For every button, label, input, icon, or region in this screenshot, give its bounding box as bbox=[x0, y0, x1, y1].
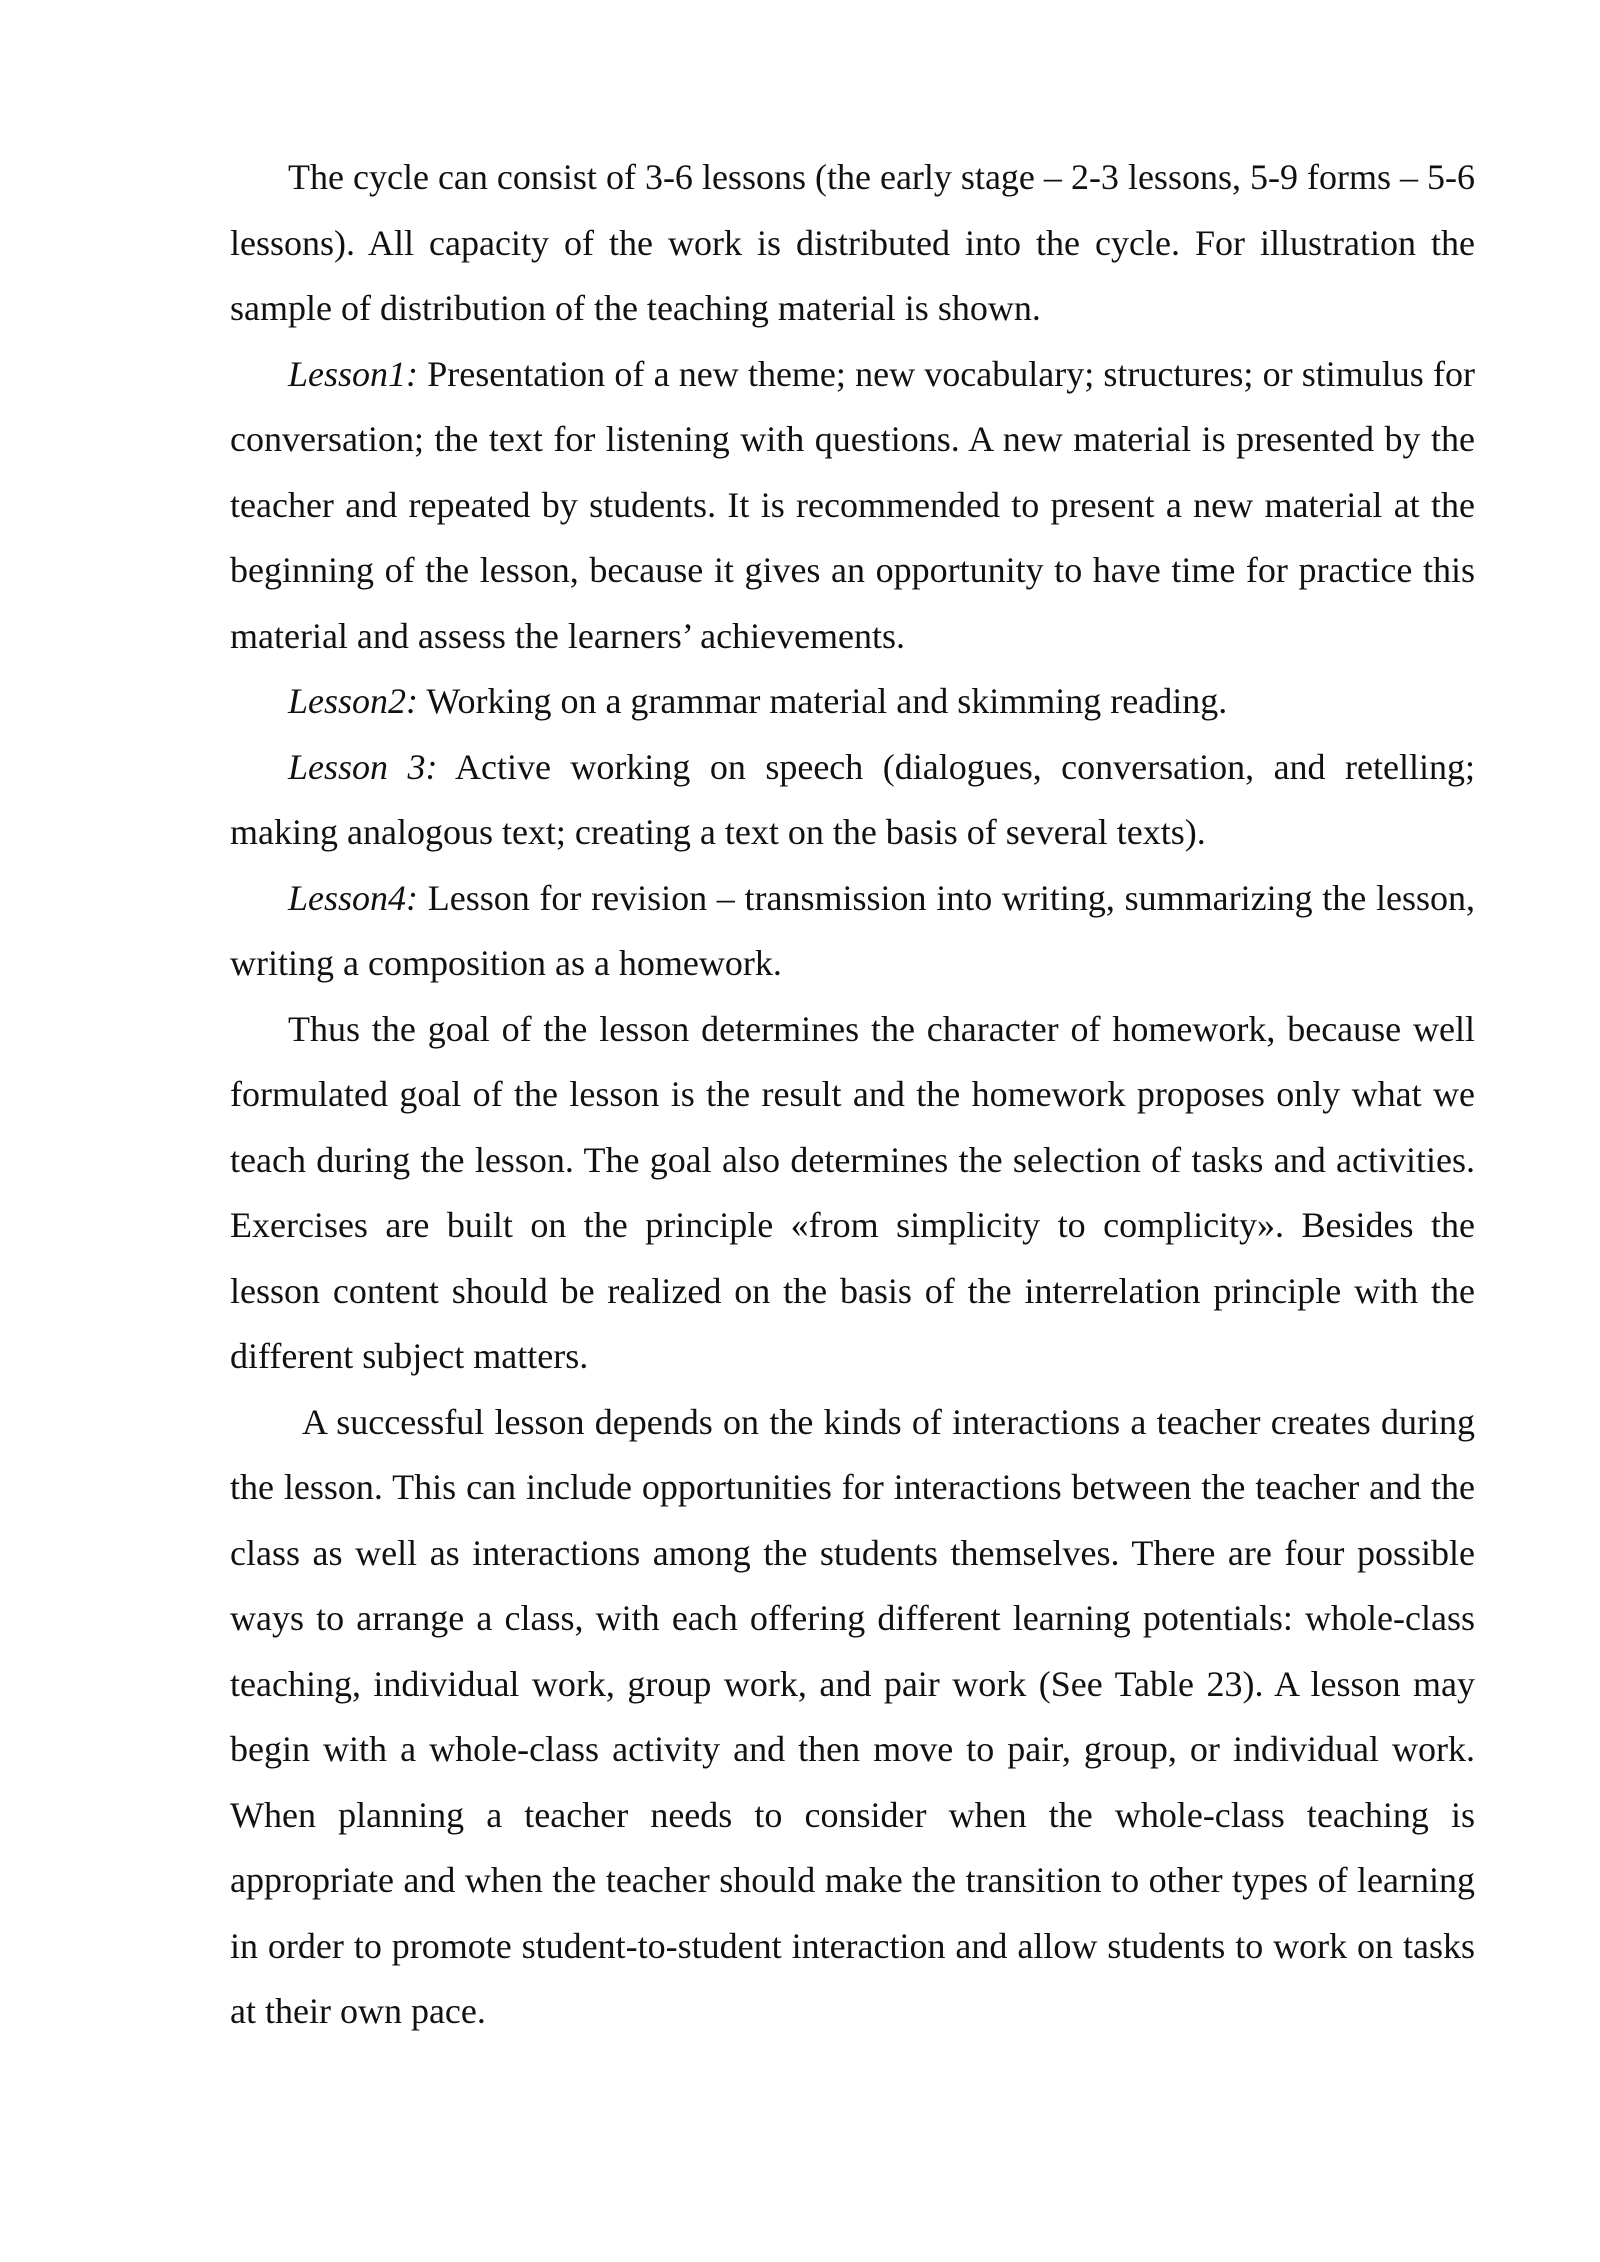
paragraph-text: Working on a grammar material and skimming reading. bbox=[418, 681, 1228, 721]
paragraph-lesson-2 bbox=[230, 669, 1475, 735]
paragraph-goal-homework bbox=[230, 997, 1475, 1390]
paragraph-text: The cycle can consist of 3-6 lessons (the early stage – 2-3 lessons, 5-9 forms – 5-6 lessons). All capacity of the work is distributed into the cycle. For illustration the sample of distribution of the teaching material is shown. bbox=[230, 157, 1475, 328]
paragraph-text: Lesson for revision – transmission into writing, summarizing the lesson, writing a composition as a homework. bbox=[230, 877, 1475, 983]
paragraph-interactions bbox=[230, 1390, 1475, 2045]
lesson-label: Lesson2: bbox=[288, 681, 419, 721]
paragraph-text: Presentation of a new theme; new vocabulary; structures; or stimulus for conversation; the text for listening with questions. A new material is presented by the teacher and repeated by students. It is recommended to present a new material at the beginning of the lesson, because it gives an opportunity to have time for practice this material and assess the learners’ achievements. bbox=[230, 353, 1475, 656]
paragraph-cycle-intro bbox=[230, 145, 1475, 342]
paragraph-text: Thus the goal of the lesson determines the character of homework, because well formulated goal of the lesson is the result and the homework proposes only what we teach during the lesson. The goal also determines the selection of tasks and activities. Exercises are built on the principle «from simplicity to complicity». Besides the lesson content should be realized on the basis of the interrelation principle with the different subject matters. bbox=[230, 1008, 1475, 1376]
paragraph-text: Active working on speech (dialogues, conversation, and retelling; making analogous text; creating a text on the basis of several texts). bbox=[230, 746, 1475, 852]
paragraph-text: A successful lesson depends on the kinds of interactions a teacher creates during the lesson. This can include opportunities for interactions between the teacher and the class as well as interactions among the students themselves. There are four possible ways to arrange a class, with each offering different learning potentials: whole-class teaching, individual work, group work, and pair work (See Table 23). A lesson may begin with a whole-class activity and then move to pair, group, or individual work. When planning a teacher needs to consider when the whole-class teaching is appropriate and when the teacher should make the transition to other types of learning in order to promote student-to-student interaction and allow students to work on tasks at their own pace. bbox=[230, 1401, 1475, 2031]
paragraph-lesson-4 bbox=[230, 866, 1475, 997]
lesson-label: Lesson 3: bbox=[288, 746, 438, 787]
paragraph-lesson-1 bbox=[230, 342, 1475, 670]
lesson-label: Lesson4: bbox=[288, 877, 419, 918]
paragraph-lesson-3 bbox=[230, 735, 1475, 866]
body-text bbox=[230, 145, 1475, 2045]
lesson-label: Lesson1: bbox=[288, 353, 419, 394]
